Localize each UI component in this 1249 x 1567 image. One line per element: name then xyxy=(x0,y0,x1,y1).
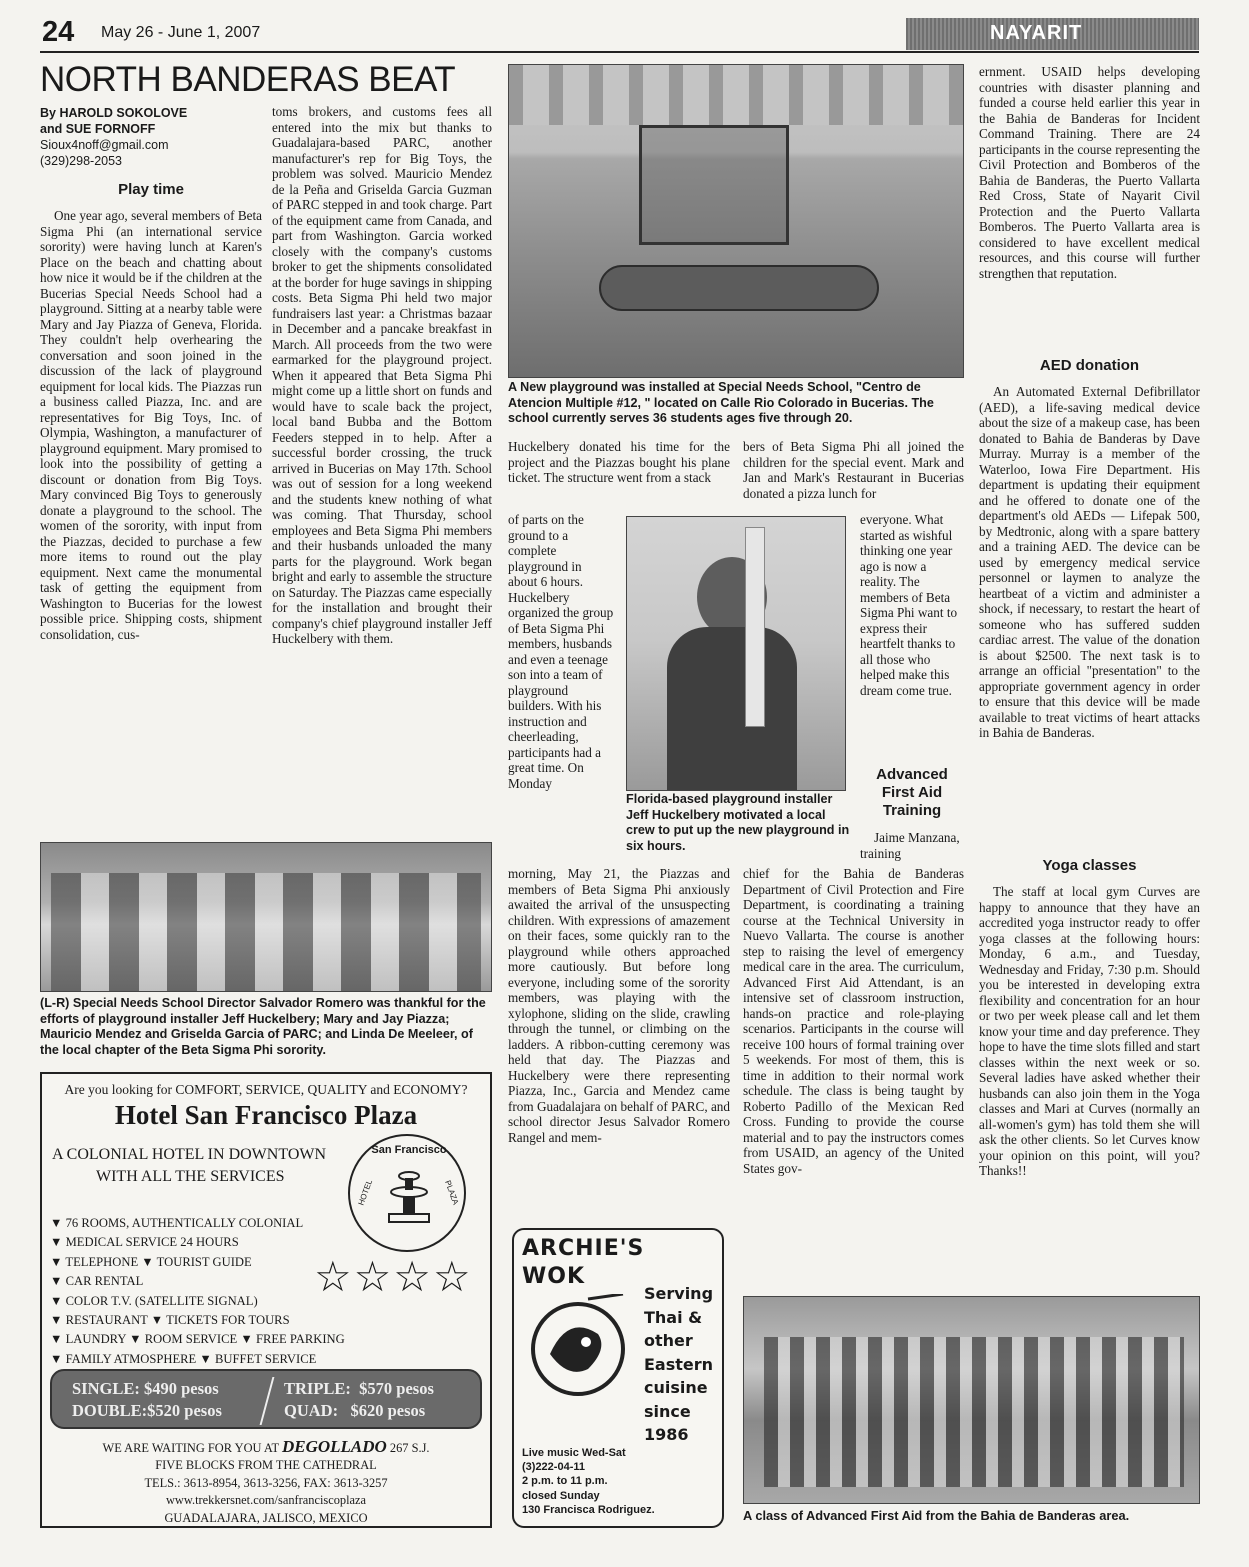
hotel-feature: ▼ TELEPHONE ▼ TOURIST GUIDE xyxy=(50,1254,252,1269)
hotel-location: FIVE BLOCKS FROM THE CATHEDRAL xyxy=(155,1458,377,1473)
hotel-feature: ▼ MEDICAL SERVICE 24 HOURS xyxy=(50,1235,239,1250)
archies-tagline-line: Serving xyxy=(644,1284,714,1303)
column-4-wrap-2-text: Jaime Manzana, training xyxy=(860,830,960,861)
archies-name-2: WOK xyxy=(522,1264,586,1289)
playground-photo xyxy=(508,64,964,378)
archies-info-line: Live music Wed-Sat xyxy=(522,1447,626,1459)
hotel-street: DEGOLLADO xyxy=(281,1437,387,1456)
installer-caption: Florida-based playground installer Jeff Huckelbery motivated a local crew to put up the new playground in six hours. xyxy=(626,792,850,853)
group-caption: (L-R) Special Needs School Director Salvador Romero was thankful for the efforts of playground installer Jeff Huckelbery; Mary and Jay Piazza; Mauricio Mendez and Griselda Garcia of PARC; and Linda De Meeleer, of the local chapter of the Beta Sigma Phi sorority. xyxy=(40,996,486,1057)
class-photo xyxy=(743,1296,1200,1504)
column-3-bottom-text: morning, May 21, the Piazzas and members of Beta Sigma Phi anxiously awaited the arrival of the unsuspecting children. With expressions of amazement on their faces, some quickly ran to the playground while others approached more cautiously. But before long everyone, including some of the sorority members, was playing with the xylophone, sliding on the slide, crawling through the tunnel, or climbing on the ladders. A ribbon-cutting ceremony was held that day. The Piazzas and Huckelbery were there representing Piazza, Inc., Garcia and Mendez came from Guadalajara on behalf of PARC, and school director Jesus Salvador Romero Rangel and mem- xyxy=(508,866,730,1145)
hotel-feature: ▼ 76 ROOMS, AUTHENTICALLY COLONIAL xyxy=(50,1216,304,1230)
hotel-address-line xyxy=(42,1438,490,1457)
byline xyxy=(40,105,187,169)
archies-info-line: closed Sunday xyxy=(522,1489,600,1502)
header-rule xyxy=(40,51,1199,53)
column-5-top-text: ernment. USAID helps developing countries with disaster planning and funded a course held earlier this year in the Bahia de Banderas for Incident Command Training. There are 24 participants in the course representing the Civil Protection and Bomberos of the Bahia de Banderas, the Puerto Vallarta Red Cross, State of Nayarit Civil Protection and the Puerto Vallarta Bomberos. The Puerto Vallarta area is considered to have excellent medical resources, and this course will further strengthen that reputation. xyxy=(979,64,1200,281)
section-title: NAYARIT xyxy=(990,22,1083,44)
article-column-3-wrap xyxy=(508,512,614,862)
hotel-logo xyxy=(348,1134,466,1252)
hotel-street-number: 267 S.J. xyxy=(389,1441,430,1455)
issue-date: May 26 - June 1, 2007 xyxy=(101,24,261,41)
hotel-stars: ☆☆☆☆ xyxy=(314,1255,473,1301)
fountain-icon xyxy=(379,1166,439,1228)
hotel-ad xyxy=(40,1072,492,1528)
article-column-5-aed xyxy=(979,384,1200,849)
subhead-first-aid: Advanced First Aid Training xyxy=(876,766,948,819)
price-double: DOUBLE:$520 pesos xyxy=(72,1401,222,1420)
column-2-text: toms brokers, and customs fees all entered into the mix but thanks to Guadalajara-based PARC, another manufacturer's rep for Big Toys, the problem was solved. Mauricio Mendez de la Peña and Griselda Garcia Guzman of PARC stepped in and took charge. Part of the equipment came from Canada, and part from Washington. Garcia worked closely with the company's customs broker to get the shipments consolidated at the border for huge savings in shipping costs. Beta Sigma Phi held two major fundraisers last year: a Christmas bazaar in December and a pancake breakfast in March. All proceeds from the two were earmarked for the playground project. When it appeared that Beta Sigma Phi might come up a little short on funds and would have to scale back the project, local band Bubba and the Bottom Feeders stepped in to help. After a successful border crossing, the truck arrived in Bucerias on May 17th. School was out of session for a long weekend and the students knew nothing of what was coming. That Thursday, school employees and Beta Sigma Phi members and their husbands unloaded the many parts for the playground. Work began bright and early to assemble the structure on Saturday. The Piazzas came especially for the installation and brought their company's chief playground installer Jeff Huckelbery with them. xyxy=(272,104,492,646)
subhead-yoga: Yoga classes xyxy=(1042,857,1137,874)
article-column-5-yoga xyxy=(979,884,1200,1279)
article-column-5-top xyxy=(979,64,1200,349)
byline-phone: (329)298-2053 xyxy=(40,154,123,168)
subhead-play-time: Play time xyxy=(118,181,184,198)
subhead-aed: AED donation xyxy=(1039,357,1140,374)
hotel-logo-left: HOTEL xyxy=(356,1178,375,1207)
byline-author-1: By HAROLD SOKOLOVE xyxy=(40,106,188,120)
hotel-logo-top: San Francisco xyxy=(371,1144,447,1156)
class-caption: A class of Advanced First Aid from the Bahia de Banderas area. xyxy=(743,1508,1130,1523)
hotel-ad-name: Hotel San Francisco Plaza xyxy=(114,1100,418,1130)
article-title: NORTH BANDERAS BEAT xyxy=(40,60,456,99)
column-3-wrap-text: of parts on the ground to a complete playground in about 6 hours. Huckelbery organized the group of Beta Sigma Phi members, husbands and even a teenage son into a team of playground builders. With his instruction and cheerleading, participants had a great time. On Monday xyxy=(508,512,614,791)
archies-info xyxy=(522,1446,655,1517)
hotel-feature: ▼ CAR RENTAL xyxy=(50,1274,144,1289)
archies-info-line: (3)222-04-11 xyxy=(522,1461,585,1474)
archies-wok-ad xyxy=(512,1228,724,1528)
hotel-footer xyxy=(42,1438,490,1527)
article-column-3-top xyxy=(508,439,730,517)
archies-tagline-line: since xyxy=(644,1401,691,1421)
article-column-3-bottom xyxy=(508,866,730,1226)
column-5-yoga-text: The staff at local gym Curves are happy to announce that they have an accredited yoga instructor ready to offer yoga classes at the following hours: Monday, 6 a.m., and Tuesday, Wednesday and Friday, 7:30 p.m. Should you be interested in developing extra flexibility and concentration for an hour or two per week please call and let them know your time and day preference. They hope to have the time slots filled and start classes within the next week or so. Several ladies have asked whether their husbands can also join them in the Yoga classes and Mari at Curves (normally an all-women's gym) has told them she will ask the other clients. So let Curves know your opinion on this point, will you? Thanks!! xyxy=(979,884,1200,1178)
archies-tagline-line: other xyxy=(644,1331,693,1350)
byline-author-2: and SUE FORNOFF xyxy=(40,122,156,136)
article-column-4-top xyxy=(743,439,964,517)
hotel-feature: ▼ COLOR T.V. (SATELLITE SIGNAL) xyxy=(50,1293,258,1308)
column-4-bottom-text: chief for the Bahia de Banderas Department of Civil Protection and Fire Department, is coordinating a training course at the Technical University in Nuevo Vallarta. The course is another step to raising the level of emergency medical care in the area. The curriculum, Advanced First Aid Attendant, is an intensive set of classroom instruction, hands-on practice and role-playing scenarios. Participants in the course will receive 100 hours of formal training over 5 weekends. For most of them, this is time in addition to their normal work schedule. The class is being taught by Roberto Padillo of the Mexican Red Cross. Funding to provide the course material and to pay the instructors comes from USAID, an agency of the United States gov- xyxy=(743,866,964,1176)
hotel-address-lead: WE ARE WAITING FOR YOU AT xyxy=(102,1441,279,1455)
hotel-ad-tagline: Are you looking for COMFORT, SERVICE, QUALITY and ECONOMY? xyxy=(64,1082,468,1097)
hotel-ad-subtitle-2: WITH ALL THE SERVICES xyxy=(96,1168,285,1185)
archies-tagline-line: Eastern xyxy=(644,1354,714,1374)
wok-logo-icon xyxy=(528,1294,628,1404)
price-single: SINGLE: $490 pesos xyxy=(72,1379,219,1398)
hotel-features xyxy=(50,1214,345,1369)
article-column-1 xyxy=(40,208,262,828)
hotel-logo-right: PLAZA xyxy=(442,1179,460,1206)
article-column-4-bottom xyxy=(743,866,964,1278)
hotel-phones: TELS.: 3613-8954, 3613-3256, FAX: 3613-3257 xyxy=(144,1475,388,1490)
column-4-wrap-text: everyone. What started as wishful thinking one year ago is now a reality. The members of Beta Sigma Phi want to express their heartfelt thanks to all those who helped make this dream come true. xyxy=(860,512,958,698)
article-column-2 xyxy=(272,104,492,828)
hotel-feature: ▼ LAUNDRY ▼ ROOM SERVICE ▼ FREE PARKING xyxy=(50,1332,345,1347)
section-banner xyxy=(906,18,1199,50)
playground-caption: A New playground was installed at Special Needs School, "Centro de Atencion Multiple #12, " located on Calle Rio Colorado in Bucerias. The school currently serves 36 students ages five through 20. xyxy=(508,380,934,425)
archies-name-1: ARCHIE'S xyxy=(522,1236,645,1261)
price-divider xyxy=(260,1377,275,1425)
article-column-4-wrap xyxy=(860,512,964,760)
archies-tagline xyxy=(644,1282,713,1447)
hotel-website: www.trekkersnet.com/sanfranciscoplaza xyxy=(165,1493,367,1508)
group-photo xyxy=(40,842,492,992)
hotel-ad-subtitle-1: A COLONIAL HOTEL IN DOWNTOWN xyxy=(52,1146,327,1163)
hotel-city: GUADALAJARA, JALISCO, MEXICO xyxy=(164,1510,368,1525)
archies-tagline-line: cuisine xyxy=(644,1378,708,1397)
archies-tagline-line: 1986 xyxy=(644,1425,689,1444)
archies-info-line: 130 Francisca Rodriguez. xyxy=(522,1503,655,1516)
column-5-aed-text: An Automated External Defibrillator (AED), a life-saving medical device about the size of a makeup case, has been donated to Bahia de Banderas by Dave Murray. Murray is a member of the Waterloo, Iowa Fire Department. His department is updating their equipment and he offered to donate one of the department's old AEDs — Lifepak 500, by Medtronic, along with a spare battery and a training AED. The device can be used by emergency medical service personnel or laymen to analyze the heartbeat of a victim and administer a shock, if necessary, to restart the heart of someone who has suffered sudden cardiac arrest. The value of the donation is about $2500. The next task is to arrange an official "presentation" to the appropriate government agency in order to ensure that this device will be made available to treat victims of heart attacks in Bahia de Banderas. xyxy=(979,384,1200,740)
price-quad: QUAD: $620 pesos xyxy=(284,1401,426,1420)
archies-info-line: 2 p.m. to 11 p.m. xyxy=(522,1475,608,1488)
column-1-text: One year ago, several members of Beta Sigma Phi (an international service sorority) were having lunch at Karen's Place on the beach and chatting about how nice it would be if the children at the Bucerias Special Needs School had a playground. Sitting at a nearby table were Mary and Jay Piazza of Geneva, Florida. They couldn't help overhearing the conversation and soon joined in the discussion of the lack of playground equipment for local kids. The Piazzas run a business called Piazza, Inc. and are representatives for Big Toys, Inc. of Olympia, Washington, a manufacturer of playground equipment. Mary promised to look into the possibility of getting a discount or donation from Big Toys. Mary convinced Big Toys to generously donate a playground to the school. The women of the sorority, with input from the Piazzas, decided to purchase a few more items to round out the play equipment. Next came the monumental task of getting the equipment from Washington to Bucerias for the lowest possible price. Shipping costs, shipment consolidation, cus- xyxy=(40,208,262,642)
archies-tagline-line: Thai & xyxy=(644,1307,703,1327)
installer-photo xyxy=(626,516,846,791)
column-3-top-text: Huckelbery donated his time for the project and the Piazzas bought his plane ticket. The structure went from a stack xyxy=(508,439,730,485)
hotel-feature: ▼ FAMILY ATMOSPHERE ▼ BUFFET SERVICE xyxy=(50,1351,317,1366)
hotel-feature: ▼ RESTAURANT ▼ TICKETS FOR TOURS xyxy=(50,1313,290,1328)
hotel-price-box xyxy=(50,1369,482,1429)
byline-email: Sioux4noff@gmail.com xyxy=(40,138,169,152)
price-triple: TRIPLE: $570 pesos xyxy=(284,1379,434,1398)
page-number: 24 xyxy=(42,16,75,48)
article-column-4-wrap-2 xyxy=(860,830,964,865)
column-4-top-text: bers of Beta Sigma Phi all joined the children for the special event. Mark and Jan and Mark's Restaurant in Bucerias donated a pizza lunch for xyxy=(743,439,964,501)
